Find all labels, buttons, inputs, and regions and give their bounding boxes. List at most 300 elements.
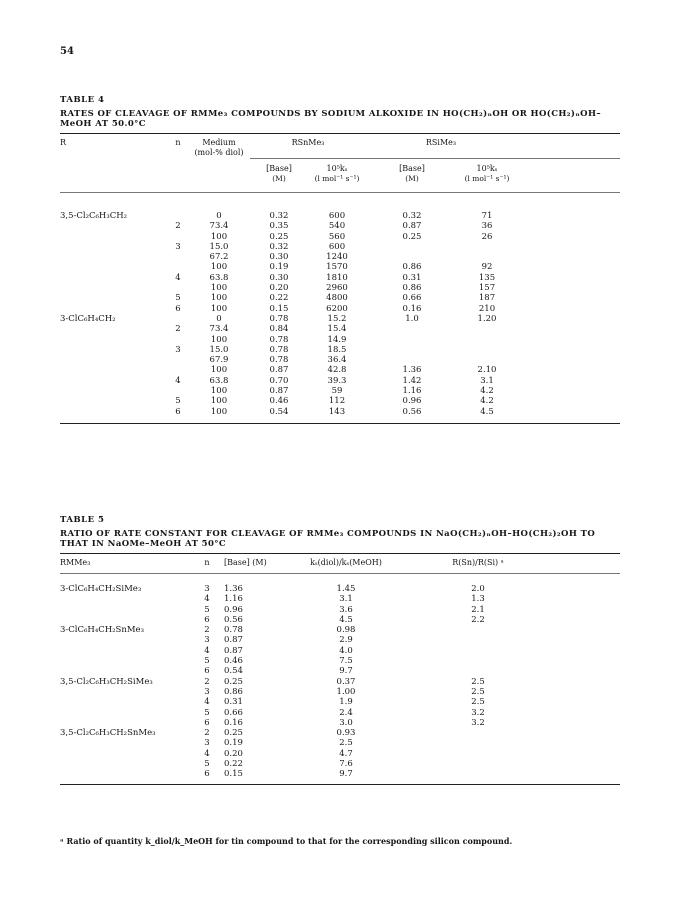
cell-si-base — [366, 252, 458, 262]
cell-ratio: 4.5 — [339, 614, 353, 625]
header-si-base-unit: (M) — [405, 174, 419, 183]
table-5-caption: RATIO OF RATE CONSTANT FOR CLEAVAGE OF RMMe₃ COMPOUNDS IN NaO(CH₂)ₙOH–HO(CH₂)₂OH TO THAT IN NaOMe–MeOH AT 50°C — [60, 529, 596, 549]
cell-rsn-rsi: 2.5 — [471, 686, 485, 697]
cell-sn-k: 540 — [328, 221, 346, 232]
cell-base5: 0.87 — [224, 645, 243, 656]
cell-medium: 100 — [210, 334, 228, 345]
cell-compound: 3-ClC₆H₄CH₂SnMe₃ — [60, 625, 144, 636]
cell-n5: 2 — [204, 676, 210, 687]
cell-spacer — [516, 335, 620, 345]
cell-rsn-rsi — [412, 769, 544, 779]
cell-n: 3 — [175, 344, 181, 355]
cell-r — [60, 283, 168, 293]
cell-rsn-rsi — [412, 656, 544, 666]
cell-rsn-rsi: 3.2 — [471, 717, 485, 728]
cell-compound — [60, 769, 190, 779]
cell-sn-k: 39.3 — [327, 375, 347, 386]
cell-sn-base: 0.20 — [269, 283, 289, 294]
cell-sn-base: 0.32 — [269, 241, 289, 252]
cell-n5: 3 — [204, 738, 210, 749]
cell-medium: 73.4 — [209, 221, 229, 232]
cell-rsn-rsi: 1.3 — [471, 594, 485, 605]
cell-n — [168, 314, 188, 324]
cell-spacer — [544, 625, 620, 635]
cell-r — [60, 376, 168, 386]
table-4-body — [60, 193, 620, 417]
table-5-header — [60, 554, 620, 573]
table-5-number: TABLE 5 — [60, 515, 105, 525]
cell-si-k: 92 — [481, 262, 493, 273]
cell-n5: 3 — [204, 635, 210, 646]
cell-sn-k: 1240 — [326, 252, 348, 263]
cell-spacer — [516, 232, 620, 242]
cell-n5: 5 — [204, 707, 210, 718]
cell-si-base: 1.42 — [402, 375, 422, 386]
cell-sn-base: 0.70 — [269, 375, 289, 386]
cell-compound — [60, 718, 190, 728]
cell-si-base — [366, 355, 458, 365]
cell-r — [60, 324, 168, 334]
cell-base5: 1.16 — [224, 594, 243, 605]
cell-si-base: 0.86 — [402, 283, 422, 294]
cell-rsn-rsi — [412, 749, 544, 759]
cell-r — [60, 304, 168, 314]
cell-n — [168, 365, 188, 375]
cell-spacer — [516, 273, 620, 283]
cell-sn-k: 42.8 — [327, 365, 347, 376]
cell-spacer — [544, 769, 620, 779]
cell-medium: 67.9 — [209, 355, 229, 366]
cell-compound — [60, 666, 190, 676]
cell-n5: 6 — [204, 614, 210, 625]
cell-base5: 0.78 — [224, 625, 243, 636]
cell-spacer — [516, 304, 620, 314]
header-ratio: kₛ(diol)/kₛ(MeOH) — [310, 558, 382, 567]
cell-ratio: 0.98 — [336, 625, 356, 636]
cell-si-k — [458, 252, 516, 262]
cell-n — [168, 386, 188, 396]
cell-spacer — [544, 687, 620, 697]
cell-sn-k: 600 — [328, 241, 346, 252]
header-si-k-unit: (l mol⁻¹ s⁻¹) — [464, 174, 510, 183]
header-sn-k: 10⁵kₛ — [326, 164, 348, 173]
cell-sn-base: 0.46 — [269, 396, 289, 407]
cell-base5: 0.87 — [224, 635, 243, 646]
cell-si-k: 135 — [478, 272, 496, 283]
cell-n: 6 — [175, 303, 181, 314]
cell-compound — [60, 708, 190, 718]
cell-spacer — [516, 386, 620, 396]
cell-si-k: 1.20 — [477, 313, 497, 324]
cell-base5: 0.56 — [224, 614, 243, 625]
cell-base5: 0.25 — [224, 728, 243, 739]
cell-r — [60, 355, 168, 365]
cell-sn-base: 0.22 — [269, 293, 289, 304]
cell-si-k: 26 — [481, 231, 493, 242]
cell-base5: 0.46 — [224, 656, 243, 667]
cell-si-base: 0.86 — [402, 262, 422, 273]
cell-si-k: 210 — [478, 303, 496, 314]
cell-si-k: 157 — [478, 283, 496, 294]
cell-rsn-rsi: 2.5 — [471, 697, 485, 708]
cell-ratio: 2.9 — [339, 635, 353, 646]
cell-base5: 0.19 — [224, 738, 243, 749]
cell-compound — [60, 646, 190, 656]
cell-spacer — [544, 615, 620, 625]
cell-medium: 15.0 — [209, 241, 229, 252]
cell-ratio: 7.5 — [339, 656, 353, 667]
cell-medium: 100 — [210, 262, 228, 273]
cell-compound — [60, 656, 190, 666]
cell-spacer — [544, 646, 620, 656]
cell-n — [168, 335, 188, 345]
cell-n: 5 — [175, 396, 181, 407]
cell-spacer — [516, 365, 620, 375]
cell-rsn-rsi — [412, 666, 544, 676]
cell-spacer — [544, 759, 620, 769]
cell-ratio: 7.6 — [339, 759, 353, 770]
cell-spacer — [544, 584, 620, 594]
cell-n5: 5 — [204, 759, 210, 770]
cell-rsn-rsi — [412, 635, 544, 645]
cell-medium: 100 — [210, 365, 228, 376]
cell-sn-base: 0.15 — [269, 303, 289, 314]
cell-r — [60, 335, 168, 345]
cell-n — [168, 262, 188, 272]
cell-sn-base: 0.78 — [269, 355, 289, 366]
cell-sn-k: 112 — [328, 396, 346, 407]
cell-sn-k: 36.4 — [327, 355, 347, 366]
cell-sn-base: 0.35 — [269, 221, 289, 232]
cell-si-base — [366, 335, 458, 345]
cell-spacer — [516, 355, 620, 365]
cell-sn-k: 15.2 — [327, 313, 347, 324]
table-5 — [60, 515, 620, 785]
cell-sn-k: 143 — [328, 406, 346, 417]
cell-spacer — [544, 666, 620, 676]
cell-spacer — [516, 252, 620, 262]
header-rmme3: RMMe₃ — [60, 558, 91, 567]
cell-spacer — [544, 738, 620, 748]
cell-n: 4 — [175, 272, 181, 283]
cell-r — [60, 242, 168, 252]
cell-si-base — [366, 242, 458, 252]
cell-si-base: 0.66 — [402, 293, 422, 304]
cell-n5: 4 — [204, 645, 210, 656]
cell-si-base: 0.56 — [402, 406, 422, 417]
cell-ratio: 3.0 — [339, 717, 353, 728]
cell-rsn-rsi: 2.5 — [471, 676, 485, 687]
cell-si-base: 0.25 — [402, 231, 422, 242]
table-4-bottom-rule — [60, 423, 620, 424]
cell-n — [168, 211, 188, 221]
cell-r — [60, 221, 168, 231]
cell-ratio: 3.6 — [339, 604, 353, 615]
cell-n5: 6 — [204, 666, 210, 677]
cell-base5: 0.16 — [224, 717, 243, 728]
cell-r: 3-ClC₆H₄CH₂ — [60, 313, 116, 324]
header-r: R — [60, 138, 67, 147]
cell-rsn-rsi — [412, 625, 544, 635]
cell-n5: 6 — [204, 717, 210, 728]
header-base5: [Base] (M) — [224, 558, 267, 567]
cell-rsn-rsi: 2.0 — [471, 584, 485, 594]
cell-base5: 0.96 — [224, 604, 243, 615]
cell-si-k — [458, 324, 516, 334]
cell-si-base — [366, 345, 458, 355]
cell-r — [60, 365, 168, 375]
cell-ratio: 1.00 — [336, 686, 356, 697]
cell-si-k: 187 — [478, 293, 496, 304]
cell-spacer — [516, 221, 620, 231]
cell-sn-k: 6200 — [326, 303, 348, 314]
cell-si-k: 3.1 — [480, 375, 494, 386]
cell-sn-k: 14.9 — [327, 334, 347, 345]
header-n5: n — [204, 558, 210, 567]
header-rsime3: RSiMe₃ — [425, 138, 457, 147]
cell-spacer — [516, 283, 620, 293]
cell-ratio: 1.45 — [336, 584, 356, 594]
header-sn-base: [Base] — [266, 164, 292, 173]
cell-base5: 0.31 — [224, 697, 243, 708]
cell-spacer — [516, 407, 620, 417]
table-4-header — [60, 134, 620, 192]
cell-base5: 0.20 — [224, 748, 243, 759]
cell-base5: 0.15 — [224, 769, 243, 780]
cell-sn-base: 0.32 — [269, 211, 289, 221]
cell-spacer — [516, 324, 620, 334]
header-sn-base-unit: (M) — [272, 174, 286, 183]
cell-si-k: 36 — [481, 221, 493, 232]
cell-sn-base: 0.30 — [269, 252, 289, 263]
cell-sn-base: 0.25 — [269, 231, 289, 242]
cell-sn-k: 600 — [328, 211, 346, 221]
cell-n: 2 — [175, 324, 181, 335]
cell-n — [168, 232, 188, 242]
cell-compound: 3-ClC₆H₄CH₂SiMe₃ — [60, 584, 142, 594]
cell-sn-k: 4800 — [326, 293, 348, 304]
footnote: ᵃ Ratio of quantity k_diol/k_MeOH for tin compound to that for the corresponding silicon compound. — [60, 836, 513, 846]
cell-n5: 2 — [204, 728, 210, 739]
cell-medium: 100 — [210, 386, 228, 397]
cell-compound: 3,5-Cl₂C₆H₃CH₂SnMe₃ — [60, 728, 156, 739]
cell-sn-base: 0.84 — [269, 324, 289, 335]
cell-si-k — [458, 335, 516, 345]
cell-spacer — [516, 211, 620, 221]
cell-sn-k: 59 — [331, 386, 343, 397]
cell-r — [60, 345, 168, 355]
cell-sn-base: 0.78 — [269, 313, 289, 324]
cell-medium: 15.0 — [209, 344, 229, 355]
cell-si-k — [458, 242, 516, 252]
cell-spacer — [516, 262, 620, 272]
header-rsnme3: RSnMe₃ — [291, 138, 325, 147]
cell-spacer — [544, 728, 620, 738]
cell-base5: 0.54 — [224, 666, 243, 677]
cell-si-k — [458, 345, 516, 355]
cell-spacer — [516, 376, 620, 386]
cell-n: 4 — [175, 375, 181, 386]
cell-ratio: 0.93 — [336, 728, 356, 739]
cell-compound — [60, 615, 190, 625]
cell-spacer — [516, 293, 620, 303]
cell-compound — [60, 687, 190, 697]
cell-medium: 100 — [210, 303, 228, 314]
cell-r — [60, 396, 168, 406]
cell-n: 6 — [175, 406, 181, 417]
cell-rsn-rsi — [412, 759, 544, 769]
cell-r — [60, 232, 168, 242]
cell-spacer — [544, 677, 620, 687]
cell-ratio: 3.1 — [339, 594, 353, 605]
cell-n5: 2 — [204, 625, 210, 636]
cell-rsn-rsi — [412, 728, 544, 738]
cell-ratio: 4.0 — [339, 645, 353, 656]
cell-base5: 1.36 — [224, 584, 243, 594]
cell-n5: 5 — [204, 604, 210, 615]
cell-n5: 6 — [204, 769, 210, 780]
cell-compound — [60, 594, 190, 604]
page-number: 54 — [60, 46, 74, 57]
cell-n — [168, 283, 188, 293]
header-sn-k-unit: (l mol⁻¹ s⁻¹) — [314, 174, 360, 183]
cell-compound — [60, 605, 190, 615]
cell-sn-base: 0.19 — [269, 262, 289, 273]
header-medium-unit: (mol-% diol) — [194, 148, 244, 157]
cell-ratio: 1.9 — [339, 697, 353, 708]
cell-sn-base: 0.30 — [269, 272, 289, 283]
cell-si-base: 1.0 — [405, 313, 419, 324]
cell-n5: 4 — [204, 748, 210, 759]
cell-medium: 100 — [210, 396, 228, 407]
cell-ratio: 9.7 — [339, 769, 353, 780]
cell-r — [60, 262, 168, 272]
cell-spacer — [544, 656, 620, 666]
cell-sn-base: 0.78 — [269, 334, 289, 345]
cell-sn-k: 1810 — [326, 272, 348, 283]
cell-n5: 5 — [204, 656, 210, 667]
cell-spacer — [544, 718, 620, 728]
cell-spacer — [544, 594, 620, 604]
cell-si-base: 0.16 — [402, 303, 422, 314]
cell-r — [60, 252, 168, 262]
cell-r — [60, 386, 168, 396]
cell-si-k: 71 — [481, 211, 493, 221]
cell-compound — [60, 697, 190, 707]
cell-compound — [60, 759, 190, 769]
cell-medium: 100 — [210, 293, 228, 304]
cell-medium: 63.8 — [209, 375, 229, 386]
cell-sn-k: 18.5 — [327, 344, 347, 355]
cell-base5: 0.86 — [224, 686, 243, 697]
cell-medium: 100 — [210, 406, 228, 417]
cell-n: 2 — [175, 221, 181, 232]
cell-base5: 0.22 — [224, 759, 243, 770]
cell-base5: 0.25 — [224, 676, 243, 687]
cell-si-base: 0.96 — [402, 396, 422, 407]
cell-medium: 63.8 — [209, 272, 229, 283]
cell-spacer — [516, 242, 620, 252]
cell-ratio: 4.7 — [339, 748, 353, 759]
cell-spacer — [516, 345, 620, 355]
cell-sn-k: 2960 — [326, 283, 348, 294]
cell-compound — [60, 738, 190, 748]
cell-si-base: 0.31 — [402, 272, 422, 283]
cell-si-base — [366, 324, 458, 334]
header-rsn-rsi: R(Sn)/R(Si) ᵃ — [452, 558, 504, 567]
cell-rsn-rsi: 3.2 — [471, 707, 485, 718]
cell-rsn-rsi: 2.2 — [471, 614, 485, 625]
cell-si-k: 4.2 — [480, 396, 494, 407]
cell-compound — [60, 749, 190, 759]
cell-si-base: 0.32 — [402, 211, 422, 221]
cell-sn-base: 0.78 — [269, 344, 289, 355]
cell-n5: 3 — [204, 686, 210, 697]
cell-n — [168, 252, 188, 262]
cell-sn-base: 0.54 — [269, 406, 289, 417]
cell-ratio: 0.37 — [336, 676, 356, 687]
header-si-base: [Base] — [399, 164, 425, 173]
cell-spacer — [544, 749, 620, 759]
cell-r — [60, 407, 168, 417]
cell-si-k: 2.10 — [477, 365, 497, 376]
cell-r — [60, 273, 168, 283]
cell-spacer — [516, 396, 620, 406]
cell-spacer — [544, 605, 620, 615]
cell-sn-k: 15.4 — [327, 324, 347, 335]
cell-si-base: 1.36 — [402, 365, 422, 376]
cell-n5: 3 — [204, 584, 210, 594]
cell-spacer — [544, 635, 620, 645]
cell-r: 3,5-Cl₂C₆H₃CH₂ — [60, 211, 128, 221]
cell-medium: 100 — [210, 231, 228, 242]
table-5-bottom-rule — [60, 784, 620, 785]
cell-rsn-rsi — [412, 738, 544, 748]
table-4-number: TABLE 4 — [60, 95, 105, 105]
cell-n: 5 — [175, 293, 181, 304]
cell-medium: 0 — [216, 211, 222, 221]
cell-n — [168, 355, 188, 365]
cell-medium: 100 — [210, 283, 228, 294]
cell-si-base: 1.16 — [402, 386, 422, 397]
table-5-body — [60, 574, 620, 784]
cell-compound: 3,5-Cl₂C₆H₃CH₂SiMe₃ — [60, 676, 153, 687]
cell-ratio: 9.7 — [339, 666, 353, 677]
cell-spacer — [544, 697, 620, 707]
header-medium: Medium — [202, 138, 236, 147]
cell-si-k — [458, 355, 516, 365]
cell-medium: 73.4 — [209, 324, 229, 335]
cell-rsn-rsi — [412, 646, 544, 656]
cell-ratio: 2.5 — [339, 738, 353, 749]
cell-r — [60, 293, 168, 303]
table-4-caption: RATES OF CLEAVAGE OF RMMe₃ COMPOUNDS BY SODIUM ALKOXIDE IN HO(CH₂)ₙOH OR HO(CH₂)ₙOH–MeOH AT 50.0°C — [60, 109, 602, 129]
cell-si-k: 4.5 — [480, 406, 494, 417]
cell-n5: 4 — [204, 697, 210, 708]
cell-medium: 67.2 — [209, 252, 229, 263]
cell-si-k: 4.2 — [480, 386, 494, 397]
cell-spacer — [544, 708, 620, 718]
cell-sn-k: 1570 — [326, 262, 348, 273]
header-n: n — [175, 138, 181, 147]
cell-base5: 0.66 — [224, 707, 243, 718]
header-si-k: 10⁵kₛ — [476, 164, 498, 173]
cell-compound — [60, 635, 190, 645]
cell-si-base: 0.87 — [402, 221, 422, 232]
cell-medium: 0 — [216, 313, 222, 324]
cell-sn-base: 0.87 — [269, 365, 289, 376]
cell-n5: 4 — [204, 594, 210, 605]
